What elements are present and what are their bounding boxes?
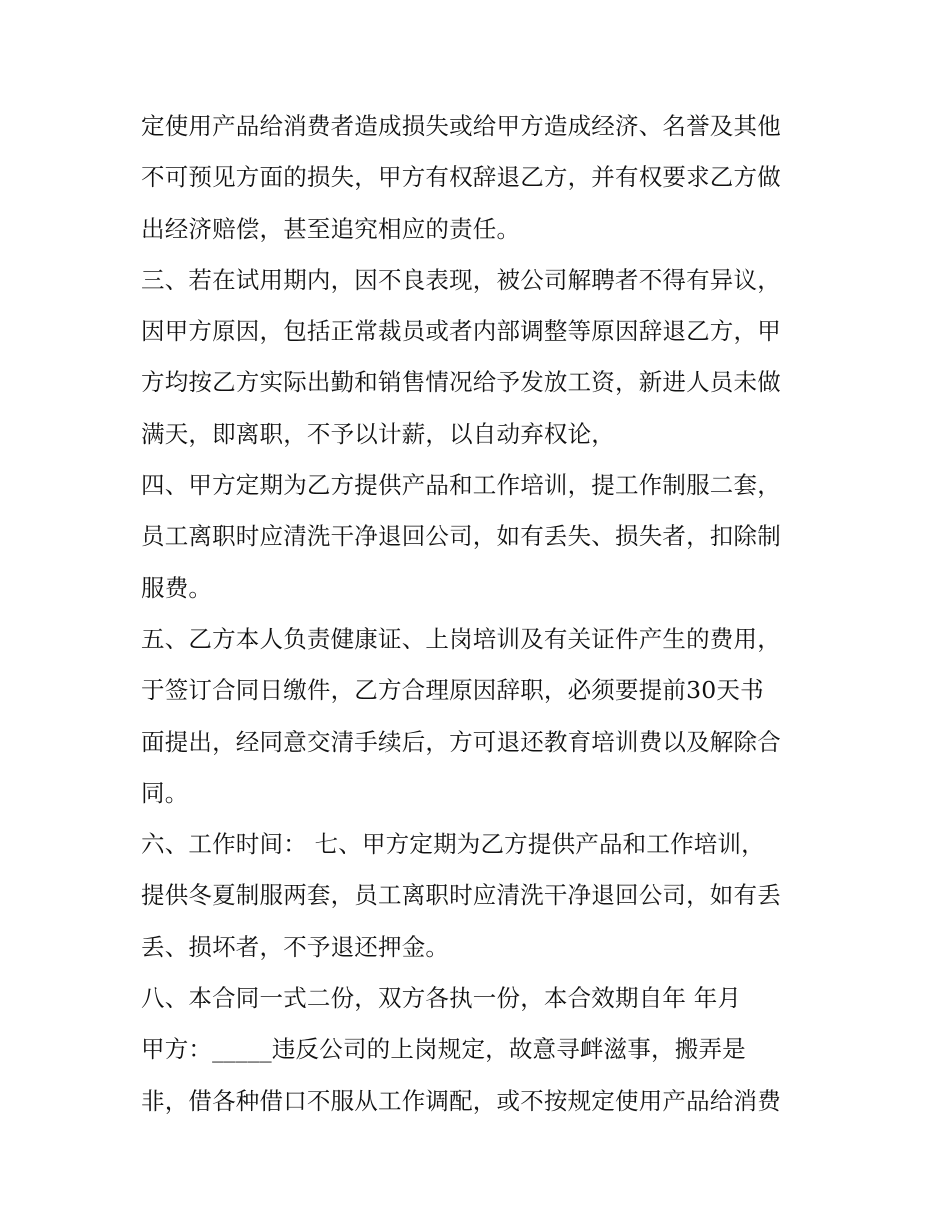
text-line-4: 三、若在试用期内，因不良表现，被公司解聘者不得有异议， xyxy=(141,265,781,294)
text-line-2: 不可预见方面的损失，甲方有权辞退乙方，并有权要求乙方做 xyxy=(141,163,781,192)
text-line-6: 方均按乙方实际出勤和销售情况给予发放工资，新进人员未做 xyxy=(141,368,781,397)
text-line-3: 出经济赔偿，甚至追究相应的责任。 xyxy=(141,214,521,243)
text-line-5: 因甲方原因，包括正常裁员或者内部调整等原因辞退乙方，甲 xyxy=(141,317,781,346)
contract-text-body xyxy=(141,101,821,1127)
text-line-17: 丢、损坏者，不予退还押金。 xyxy=(141,932,450,961)
text-line-19: 甲方：_____违反公司的上岗规定，故意寻衅滋事，搬弄是 xyxy=(141,1035,746,1064)
text-line-12: 于签订合同日缴件，乙方合理原因辞职，必须要提前30天书 xyxy=(141,676,764,705)
text-line-15: 六、工作时间： 七、甲方定期为乙方提供产品和工作培训， xyxy=(141,830,765,859)
text-line-10: 服费。 xyxy=(141,573,213,602)
text-line-11: 五、乙方本人负责健康证、上岗培训及有关证件产生的费用， xyxy=(141,624,781,653)
text-line-18: 八、本合同一式二份，双方各执一份，本合效期自年 年月 xyxy=(141,984,742,1013)
text-line-1: 定使用产品给消费者造成损失或给甲方造成经济、名誉及其他 xyxy=(141,112,781,140)
text-line-7: 满天，即离职，不予以计薪，以自动弃权论， xyxy=(141,419,615,448)
text-line-20: 非，借各种借口不服从工作调配，或不按规定使用产品给消费 xyxy=(141,1086,781,1115)
text-line-13: 面提出，经同意交清手续后，方可退还教育培训费以及解除合 xyxy=(141,727,781,756)
text-line-16: 提供冬夏制服两套，员工离职时应清洗干净退回公司，如有丢 xyxy=(141,881,781,910)
text-line-14: 同。 xyxy=(141,778,189,807)
text-line-9: 员工离职时应清洗干净退回公司，如有丢失、损失者，扣除制 xyxy=(141,522,781,551)
text-line-8: 四、甲方定期为乙方提供产品和工作培训，提工作制服二套， xyxy=(141,471,781,500)
